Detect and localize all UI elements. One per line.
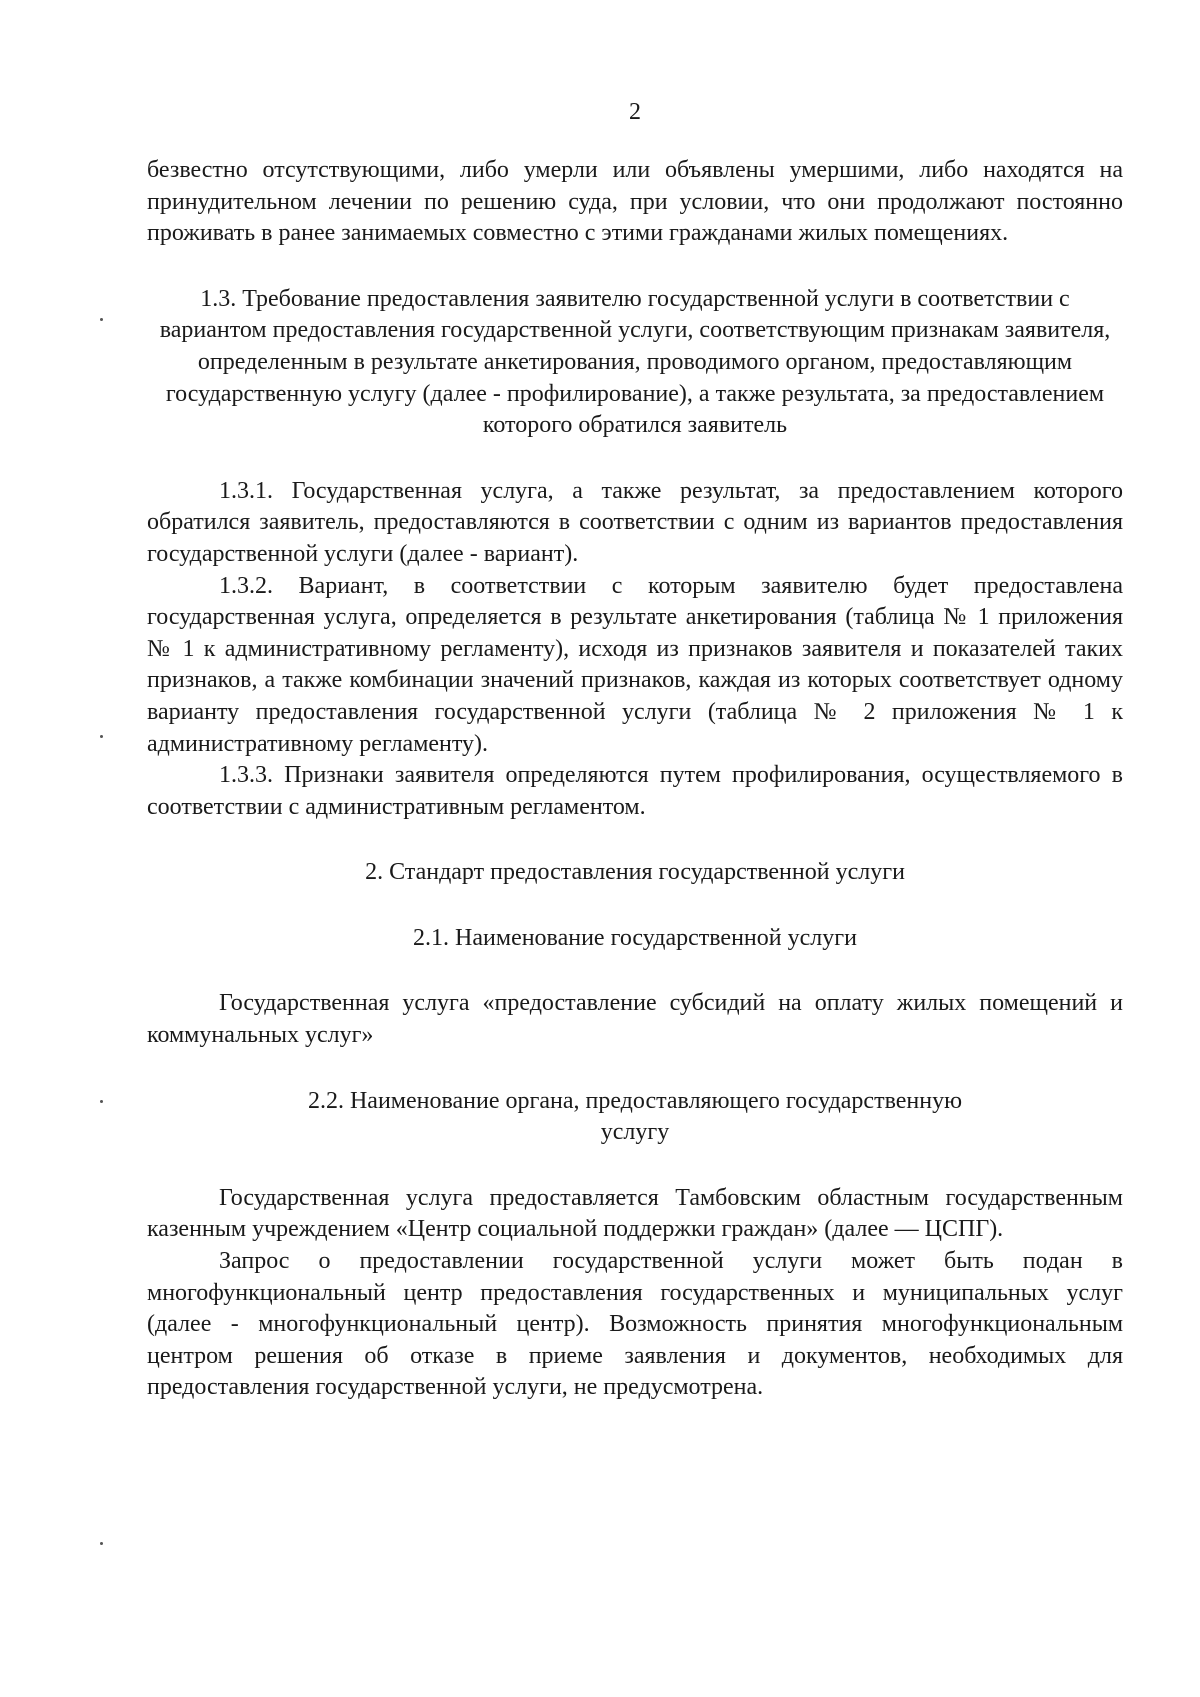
paragraph-2-2-b: Запрос о предоставлении государственной услуги может быть подан в многофункциональный центр предоставления государственных и муниципальных услуг (далее - многофункциональный центр). Возможность принятия многофункциональным центром решения об отказе в приеме заявления и документов, необходимых для предоставления государственной услуги, не предусмотрена. (147, 1248, 1123, 1401)
paragraph-2-2-a: Государственная услуга предоставляется Тамбовским областным государственным казенным учреждением «Центр социальной поддержки граждан» (далее — ЦСПГ). (147, 1184, 1123, 1243)
section-heading-2-2 (147, 1086, 1123, 1149)
page-number: 2 (629, 99, 641, 125)
scan-speck (100, 1100, 103, 1103)
scan-speck (100, 1542, 103, 1545)
scan-speck (100, 735, 103, 738)
scan-speck (100, 318, 103, 321)
document-body (147, 155, 1123, 1404)
section-heading-1-3: 1.3. Требование предоставления заявителю государственной услуги в соответствии с вариантом предоставления государственной услуги, соответствующим признакам заявителя, определенным в результате анкетирования, проводимого органом, предоставляющим государственную услугу (далее - профилирование), а также результата, за предоставлением которого обратился заявитель (159, 285, 1111, 439)
section-heading-2-1: 2.1. Наименование государственной услуги (413, 924, 857, 951)
paragraph-1-3-2: 1.3.2. Вариант, в соответствии с которым заявителю будет предоставлена государственная услуга, определяется в результате анкетирования (таблица № 1 приложения № 1 к административному регламенту), исходя из признаков заявителя и показателей таких признаков, а также комбинации значений признаков, каждая из которых соответствует одному варианту предоставления государственной услуги (таблица № 2 приложения № 1 к административному регламенту). (147, 572, 1123, 757)
paragraph-1-3-1: 1.3.1. Государственная услуга, а также результат, за предоставлением которого обратился заявитель, предоставляются в соответствии с одним из вариантов предоставления государственной услуги (далее - вариант). (147, 477, 1123, 567)
section-heading-2-2-line: услугу (600, 1119, 670, 1146)
paragraph-2-1: Государственная услуга «предоставление субсидий на оплату жилых помещений и коммунальных услуг» (147, 990, 1123, 1049)
section-heading-2-2-line: 2.2. Наименование органа, предоставляющего государственную (307, 1087, 963, 1114)
paragraph-1-3-3: 1.3.3. Признаки заявителя определяются путем профилирования, осуществляемого в соответствии с административным регламентом. (147, 762, 1123, 820)
paragraph-continuation: безвестно отсутствующими, либо умерли или объявлены умершими, либо находятся на принудительном лечении по решению суда, при условии, что они продолжают постоянно проживать в ранее занимаемых совместно с этими гражданами жилых помещениях. (147, 157, 1123, 247)
section-heading-2: 2. Стандарт предоставления государственной услуги (365, 859, 905, 886)
